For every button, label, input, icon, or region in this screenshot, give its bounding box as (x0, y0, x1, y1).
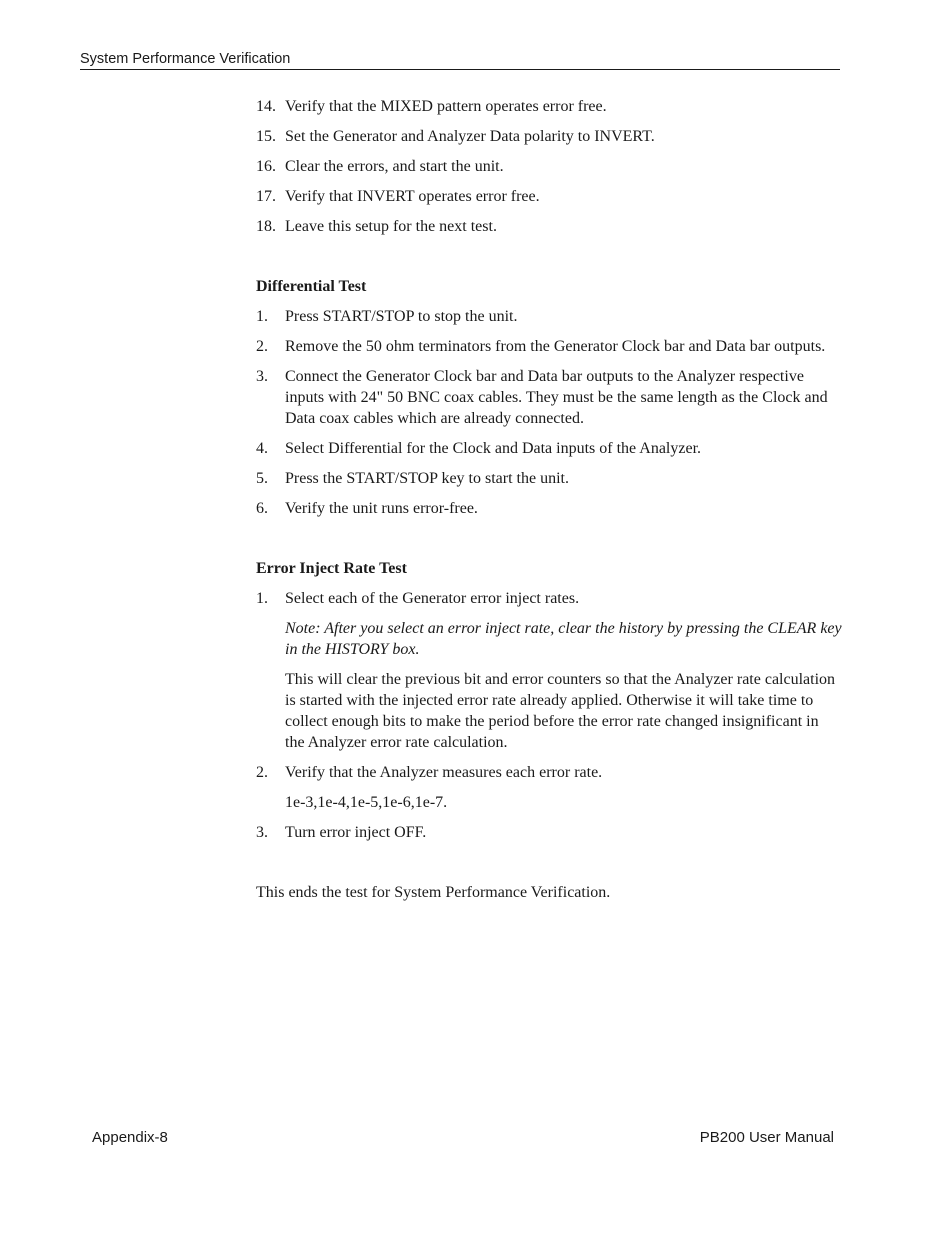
step-text: Verify that the MIXED pattern operates error free. (285, 98, 607, 115)
step-text: Turn error inject OFF. (285, 824, 427, 841)
step-text: Set the Generator and Analyzer Data polarity to INVERT. (285, 128, 655, 145)
section-spacer (256, 246, 842, 276)
step-text: Remove the 50 ohm terminators from the Generator Clock bar and Data bar outputs. (285, 338, 826, 355)
explanation-paragraph: This will clear the previous bit and error counters so that the Analyzer rate calculation is started with the injected error rate already applied. Otherwise it will take time to collect enough bits to make the period before the error rate changed insignificant in the Analyzer error rate calculation. (285, 671, 836, 751)
list-item (256, 96, 842, 117)
list-item (256, 468, 842, 489)
step-text: Verify that INVERT operates error free. (285, 188, 540, 205)
list-item (256, 306, 842, 327)
list-item (256, 588, 842, 609)
step-text: Connect the Generator Clock bar and Data bar outputs to the Analyzer respective inputs with 24" 50 BNC coax cables. They must be the same length as the Clock and Data coax cables which are already connected. (285, 368, 828, 427)
list-item (256, 126, 842, 147)
step-text: Clear the errors, and start the unit. (285, 158, 504, 175)
list-item (256, 156, 842, 177)
step-number: 3. (256, 368, 268, 385)
step-number: 16. (256, 158, 276, 175)
closing-paragraph: This ends the test for System Performance Verification. (256, 884, 611, 901)
note-paragraph: Note: After you select an error inject rate, clear the history by pressing the CLEAR key in the HISTORY box. (285, 620, 842, 658)
error-rates-list: 1e-3,1e-4,1e-5,1e-6,1e-7. (285, 794, 448, 811)
step-number: 3. (256, 824, 268, 841)
list-item (256, 762, 842, 783)
step-text: Verify that the Analyzer measures each error rate. (285, 764, 603, 781)
step-text: Leave this setup for the next test. (285, 218, 497, 235)
list-item (256, 498, 842, 519)
step-number: 6. (256, 500, 268, 517)
running-header: System Performance Verification (80, 49, 840, 70)
step-text: Select each of the Generator error inject rates. (285, 590, 580, 607)
footer-manual-title: PB200 User Manual (699, 1129, 834, 1146)
step-text: Select Differential for the Clock and Data inputs of the Analyzer. (285, 440, 702, 457)
page-body (256, 96, 842, 903)
step-number: 17. (256, 188, 276, 205)
step-number: 1. (256, 590, 268, 607)
list-item (256, 216, 842, 237)
step-text: Press the START/STOP key to start the unit. (285, 470, 569, 487)
list-item (256, 822, 842, 843)
section-spacer (256, 528, 842, 558)
step-text: Verify the unit runs error-free. (285, 500, 478, 517)
section-heading-differential: Differential Test (256, 278, 367, 295)
step-text: Press START/STOP to stop the unit. (285, 308, 518, 325)
step-number: 1. (256, 308, 268, 325)
step-number: 18. (256, 218, 276, 235)
step-number: 4. (256, 440, 268, 457)
step-number: 2. (256, 764, 268, 781)
section-heading-error-inject: Error Inject Rate Test (256, 560, 407, 577)
step-number: 2. (256, 338, 268, 355)
list-item (256, 336, 842, 357)
footer-page-number: Appendix-8 (92, 1129, 168, 1146)
step-number: 5. (256, 470, 268, 487)
step-number: 14. (256, 98, 276, 115)
list-item (256, 366, 842, 429)
list-item (256, 438, 842, 459)
list-item (256, 186, 842, 207)
step-number: 15. (256, 128, 276, 145)
